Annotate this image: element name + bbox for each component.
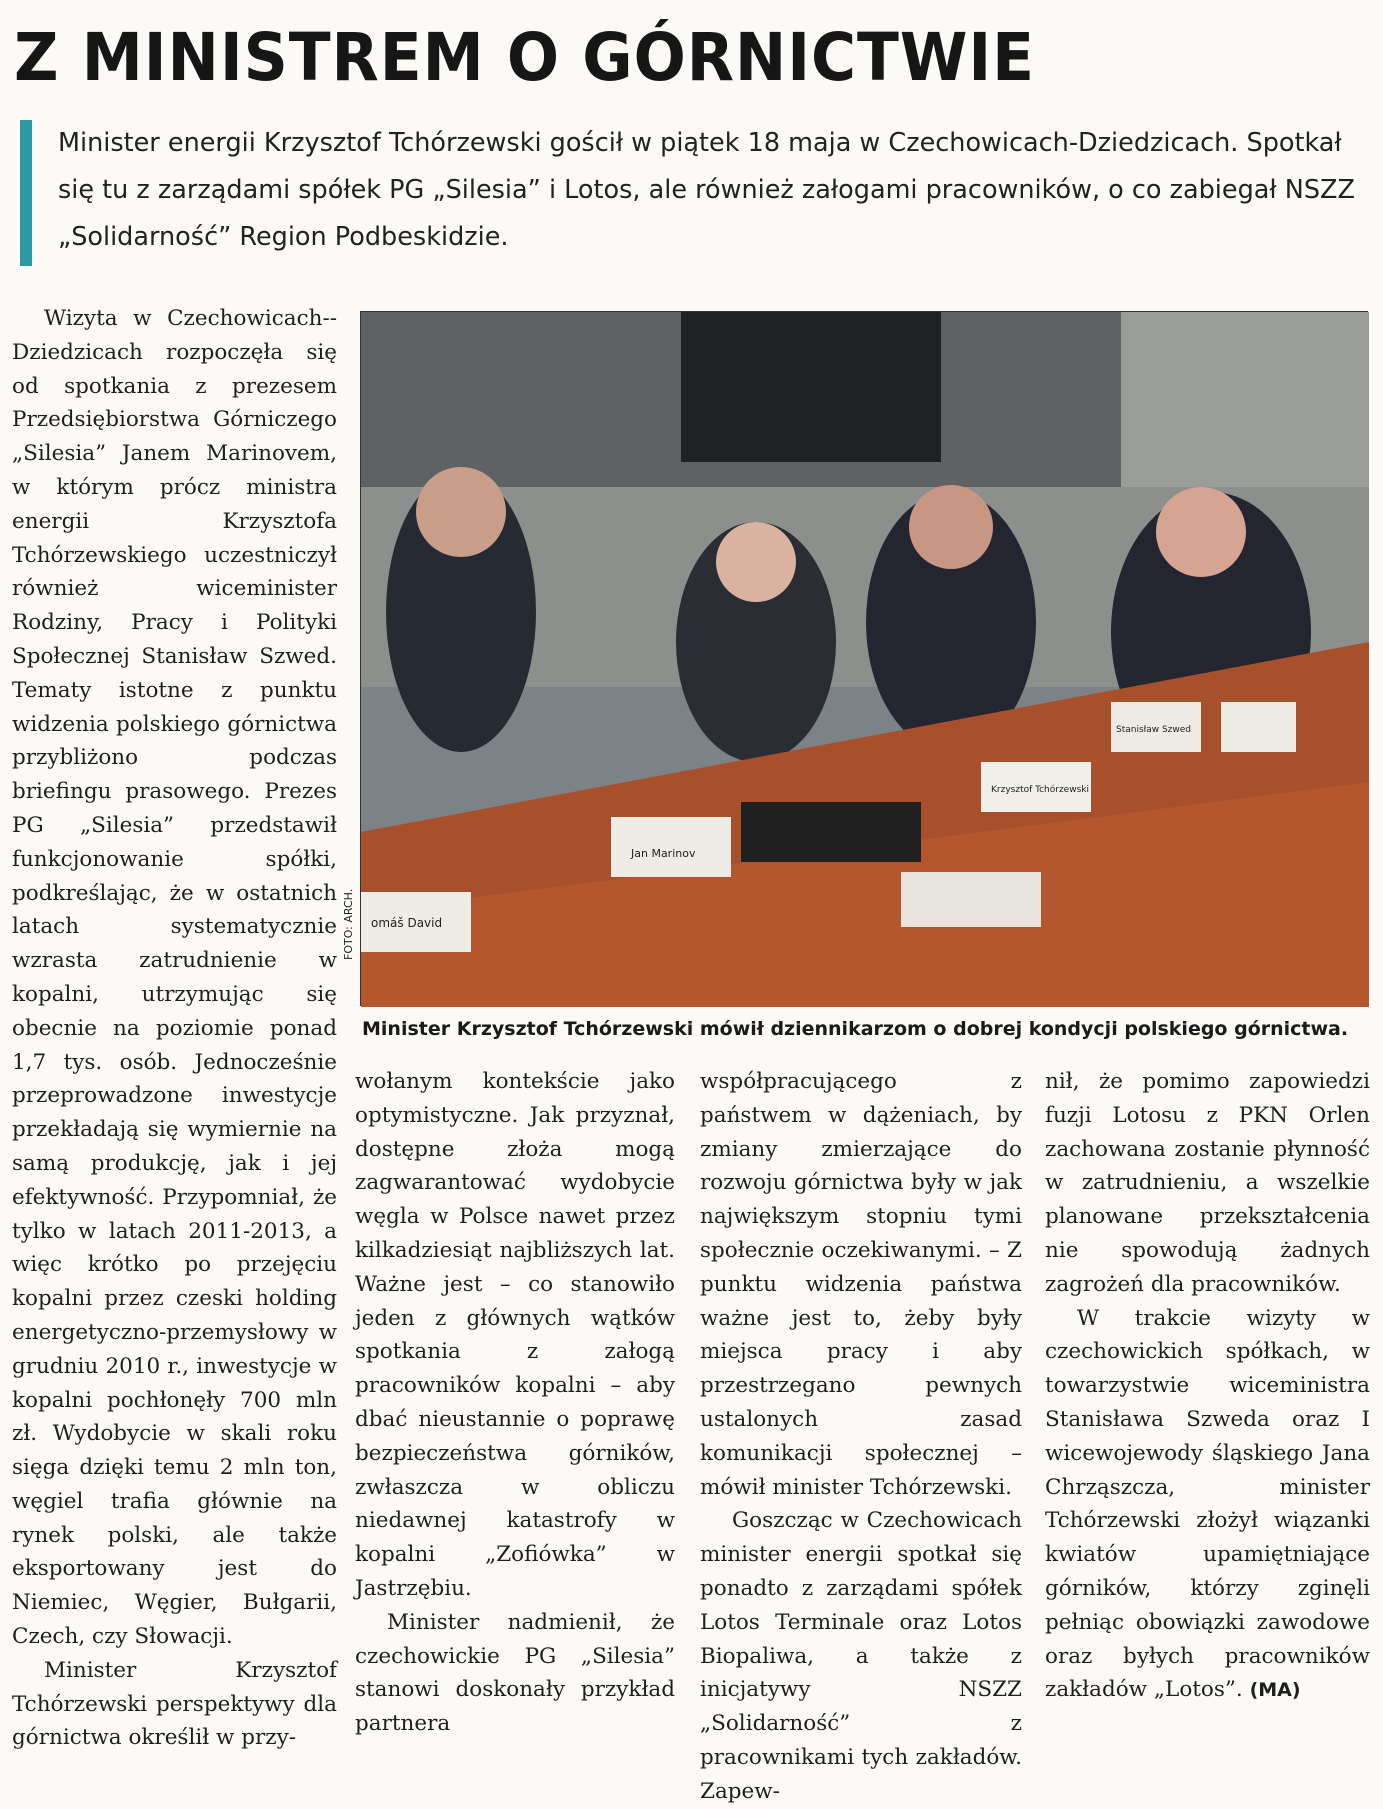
text-column-4 (1045, 1065, 1370, 1708)
lead-accent-bar (20, 120, 32, 266)
text-column-3 (700, 1065, 1022, 1809)
paragraph: wołanym kontekście jako optymistyczne. Jak przyznał, dostępne złoża mogą zagwarantować wydobycie węgla w Polsce nawet przez kilkadziesiąt najbliższych lat. Ważne jest – co stanowiło jeden z głównych wątków spotkania z załogą pracowników kopalni – aby dbać nieustannie o poprawę bezpieczeństwa górników, zwłaszcza w obliczu niedawnej katastrofy w kopalni „Zofiówka” w Jastrzębiu. (355, 1069, 675, 1601)
paragraph: Minister Krzysztof Tchórzewski perspektywy dla górnictwa określił w przy- (12, 1657, 337, 1751)
name-card-text: Krzysztof Tchórzewski (991, 785, 1089, 795)
photo-credit: FOTO: ARCH. (342, 888, 355, 960)
meeting-photo-illustration (361, 312, 1369, 1007)
paragraph-text: W trakcie wizyty w czechowickich spółkach, w towarzystwie wiceministra Stanisława Szweda oraz I wicewojewody śląskiego Jana Chrząszcza, minister Tchórzewski złożył wiązanki kwiatów upamiętniające górników, którzy zginęli pełniąc obowiązki zawodowe oraz byłych pracowników zakładów „Lotos”. (1045, 1305, 1370, 1703)
name-card-text: Jan Marinov (631, 847, 696, 860)
paragraph: współpracującego z państwem w dążeniach, by zmiany zmierzające do rozwoju górnictwa były w jak największym stopniu tymi społecznie oczekiwanymi. – Z punktu widzenia państwa ważne jest to, żeby były miejsca pracy i aby przestrzegano pewnych ustalonych zasad komunikacji społecznej – mówił minister Tchórzewski. (700, 1069, 1022, 1500)
article-lead: Minister energii Krzysztof Tchórzewski gościł w piątek 18 maja w Czechowicach-Dziedzicach. Spotkał się tu z zarządami spółek PG „Silesia” i Lotos, ale również załogami pracowników, o co zabiegał NSZZ „Solidarność” Region Podbeskidzie. (58, 128, 1355, 252)
paragraph (1045, 1302, 1370, 1709)
text-column-2 (355, 1065, 675, 1741)
name-card-text: omáš David (371, 916, 443, 930)
photo-caption: Minister Krzysztof Tchórzewski mówił dziennikarzom o dobrej kondycji polskiego górnictwa. (362, 1018, 1349, 1040)
text-column-1 (12, 302, 337, 1755)
article-title: Z MINISTREM O GÓRNICTWIE (14, 19, 1036, 96)
paragraph: nił, że pomimo zapowiedzi fuzji Lotosu z PKN Orlen zachowana zostanie płynność w zatrudnieniu, a wszelkie planowane przekształcenia nie spowodują żadnych zagrożeń dla pracowników. (1045, 1069, 1370, 1297)
paragraph: Minister nadmienił, że czechowickie PG „Silesia” stanowi doskonały przykład partnera (355, 1609, 675, 1737)
author-signature: (MA) (1249, 1679, 1301, 1702)
article-photo (360, 311, 1368, 1006)
paragraph: Wizyta w Czechowicach--Dziedzicach rozpoczęła się od spotkania z prezesem Przedsiębiorstwa Górniczego „Silesia” Janem Marinovem, w którym prócz ministra energii Krzysztofa Tchórzewskiego uczestniczył również wiceminister Rodziny, Pracy i Polityki Społecznej Stanisław Szwed. Tematy istotne z punktu widzenia polskiego górnictwa przybliżono podczas briefingu prasowego. Prezes PG „Silesia” przedstawił funkcjonowanie spółki, podkreślając, że w ostatnich latach systematycznie wzrasta zatrudnienie w kopalni, utrzymując się obecnie na poziomie ponad 1,7 tys. osób. Jednocześnie przeprowadzone inwestycje przekładają się wymiernie na samą produkcję, jak i jej efektywność. Przypomniał, że tylko w latach 2011-2013, a więc krótko po przejęciu kopalni przez czeski holding energetyczno-przemysłowy w grudniu 2010 r., inwestycje w kopalni pochłonęły 700 mln zł. Wydobycie w skali roku sięga dzięki temu 2 mln ton, węgiel trafia głównie na rynek polski, ale także eksportowany jest do Niemiec, Węgier, Bułgarii, Czech, czy Słowacji. (12, 306, 337, 1650)
paragraph: Goszcząc w Czechowicach minister energii spotkał się ponadto z zarządami spółek Lotos Terminale oraz Lotos Biopaliwa, a także z inicjatywy NSZZ „Solidarność” z pracownikami tych zakładów. Zapew- (700, 1508, 1022, 1804)
name-card-text: Stanisław Szwed (1116, 725, 1191, 735)
